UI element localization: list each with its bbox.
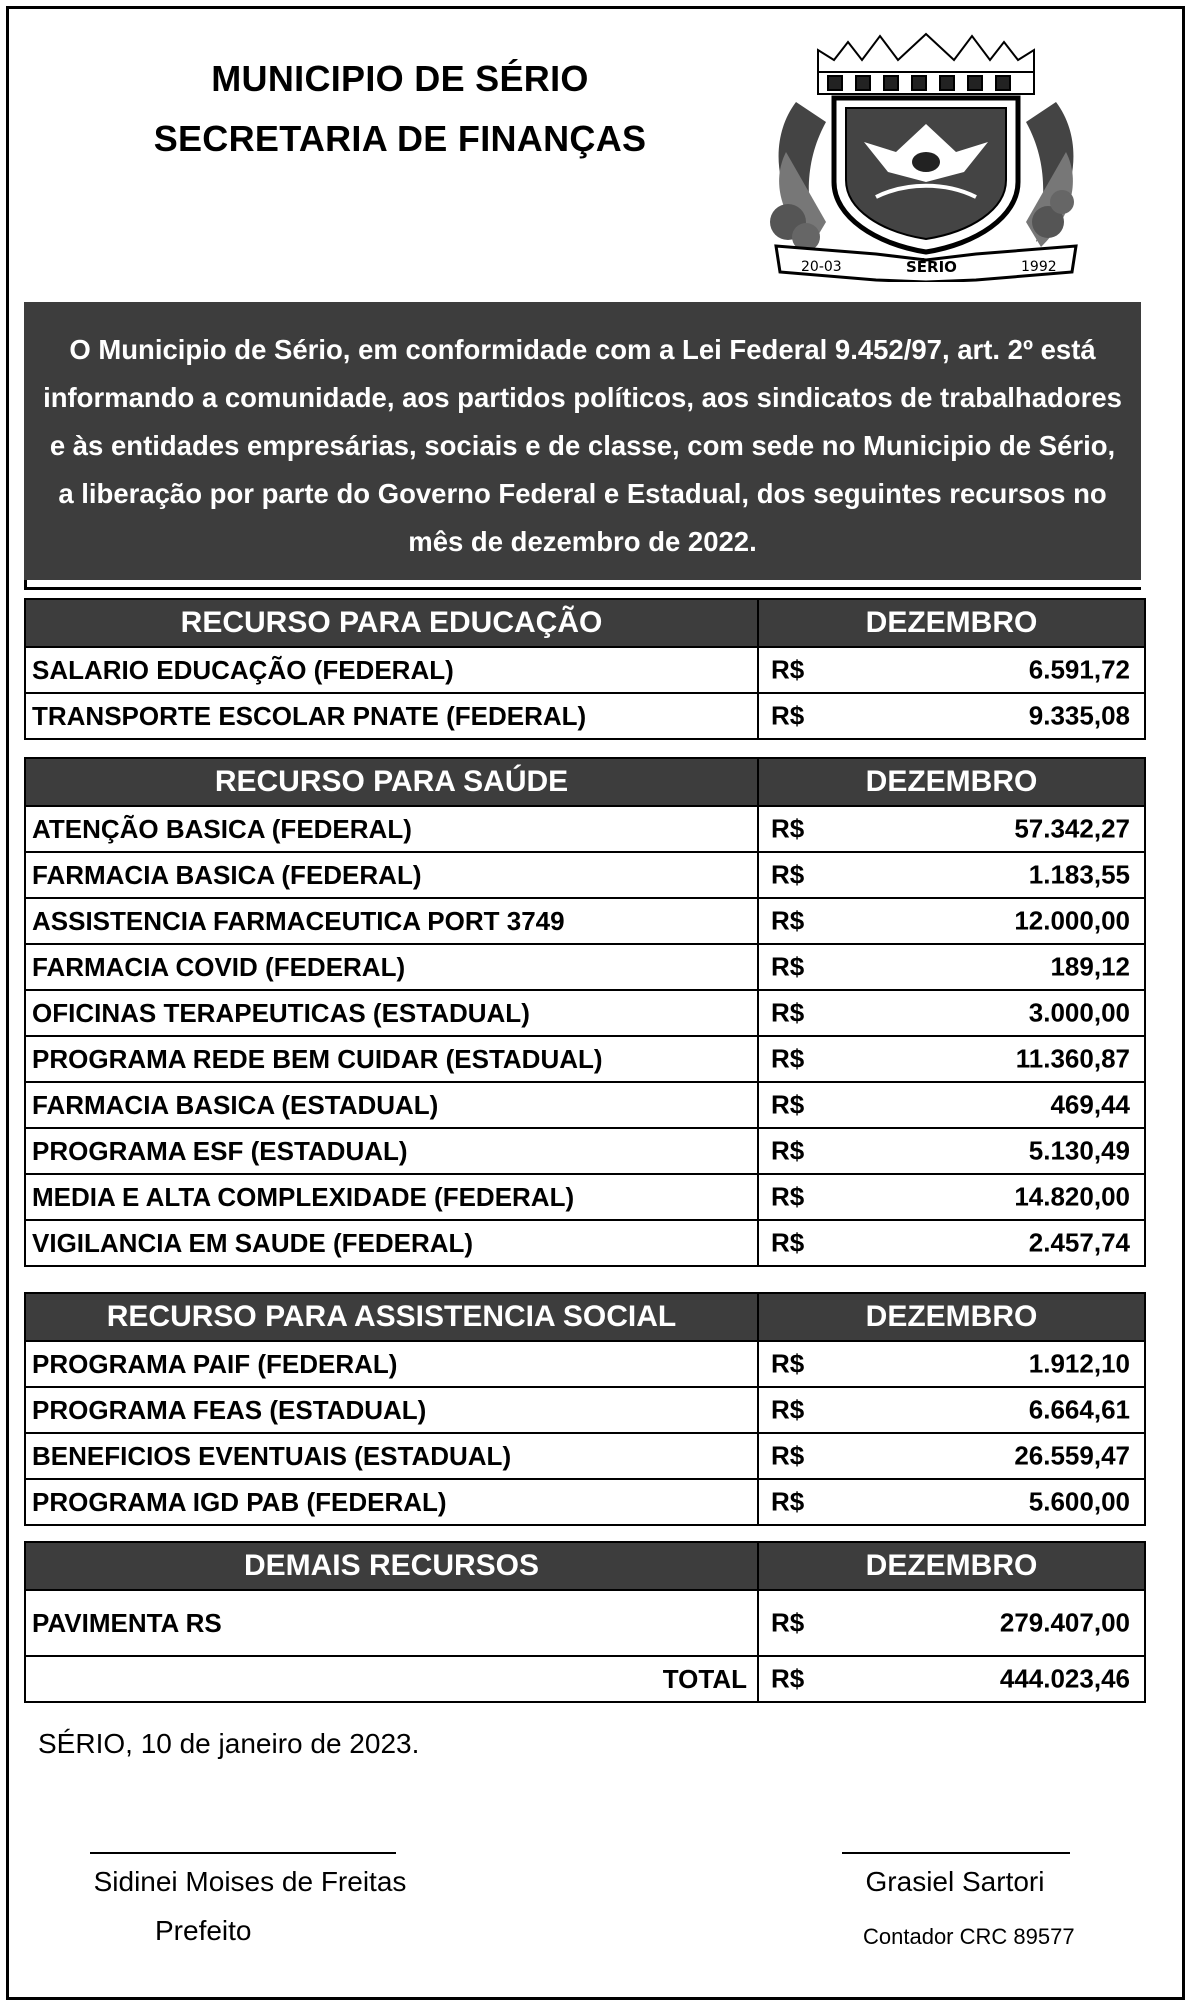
resource-amount: 57.342,27: [1014, 813, 1130, 844]
resource-value-cell: [758, 1082, 1145, 1128]
currency-symbol: R$: [771, 905, 805, 936]
municipality-title: MUNICIPIO DE SÉRIO: [211, 58, 589, 99]
resource-amount: 279.407,00: [999, 1607, 1130, 1638]
accountant-name: Grasiel Sartori: [865, 1866, 1045, 1897]
resource-amount: 26.559,47: [1014, 1440, 1130, 1471]
resource-value-cell: [758, 1128, 1145, 1174]
resource-value-cell: [758, 1590, 1145, 1656]
table-row: [25, 1341, 1145, 1387]
section-title: DEMAIS RECURSOS: [25, 1542, 758, 1590]
currency-symbol: R$: [771, 1607, 805, 1638]
resource-name: TRANSPORTE ESCOLAR PNATE (FEDERAL): [25, 693, 758, 739]
resource-value-cell: [758, 944, 1145, 990]
resource-name: FARMACIA BASICA (FEDERAL): [25, 852, 758, 898]
total-label: TOTAL: [25, 1656, 758, 1702]
resource-name: PROGRAMA FEAS (ESTADUAL): [25, 1387, 758, 1433]
table-header-row: [25, 1542, 1145, 1590]
resource-amount: 6.664,61: [1028, 1394, 1130, 1425]
resource-amount: 1.912,10: [1028, 1348, 1130, 1379]
resource-amount: 3.000,00: [1028, 997, 1130, 1028]
resource-value-cell: [758, 1341, 1145, 1387]
month-header: DEZEMBRO: [758, 1293, 1145, 1341]
mayor-name: Sidinei Moises de Freitas: [93, 1866, 407, 1897]
crest-right-text: 1992: [1021, 259, 1057, 275]
resource-amount: 2.457,74: [1028, 1227, 1130, 1258]
resource-amount: 5.130,49: [1028, 1135, 1130, 1166]
currency-symbol: R$: [771, 1394, 805, 1425]
total-value-cell: [758, 1656, 1145, 1702]
currency-symbol: R$: [771, 1043, 805, 1074]
resource-value-cell: [758, 898, 1145, 944]
table-header-row: [25, 758, 1145, 806]
social-assistance-resources-table: [24, 1292, 1146, 1526]
resource-value-cell: [758, 1036, 1145, 1082]
signature-line-left: [90, 1852, 396, 1854]
table-row: [25, 1174, 1145, 1220]
currency-symbol: R$: [771, 1663, 805, 1694]
resource-amount: 14.820,00: [1014, 1181, 1130, 1212]
currency-symbol: R$: [771, 1135, 805, 1166]
table-row: [25, 1220, 1145, 1266]
intro-divider: [24, 580, 1141, 590]
intro-notice: O Municipio de Sério, em conformidade com a Lei Federal 9.452/97, art. 2º está informando a comunidade, aos partidos políticos, aos sindicatos de trabalhadores e às entidades empresárias, sociais e de classe, com sede no Municipio de Sério, a liberação por parte do Governo Federal e Estadual, dos seguintes recursos no mês de dezembro de 2022.: [24, 302, 1141, 580]
resource-value-cell: [758, 1387, 1145, 1433]
table-row: [25, 944, 1145, 990]
health-resources-table: [24, 757, 1146, 1267]
table-row: [25, 647, 1145, 693]
crest-center-text: SÉRIO: [906, 258, 957, 276]
resource-value-cell: [758, 1220, 1145, 1266]
resource-name: SALARIO EDUCAÇÃO (FEDERAL): [25, 647, 758, 693]
municipal-coat-of-arms: [756, 32, 1096, 282]
resource-name: PROGRAMA ESF (ESTADUAL): [25, 1128, 758, 1174]
accountant-role: Contador CRC 89577: [863, 1924, 1075, 1949]
currency-symbol: R$: [771, 1181, 805, 1212]
crown-icon: [818, 34, 1034, 94]
table-row: [25, 1082, 1145, 1128]
crest-left-text: 20-03: [801, 259, 842, 275]
resource-amount: 9.335,08: [1028, 700, 1130, 731]
resource-name: BENEFICIOS EVENTUAIS (ESTADUAL): [25, 1433, 758, 1479]
resource-name: OFICINAS TERAPEUTICAS (ESTADUAL): [25, 990, 758, 1036]
currency-symbol: R$: [771, 859, 805, 890]
table-header-row: [25, 599, 1145, 647]
resource-name: PAVIMENTA RS: [25, 1590, 758, 1656]
total-amount: 444.023,46: [999, 1663, 1130, 1694]
resource-name: FARMACIA BASICA (ESTADUAL): [25, 1082, 758, 1128]
resource-value-cell: [758, 990, 1145, 1036]
other-resources-table: [24, 1541, 1146, 1703]
table-header-row: [25, 1293, 1145, 1341]
currency-symbol: R$: [771, 1348, 805, 1379]
department-title: SECRETARIA DE FINANÇAS: [153, 118, 647, 159]
resource-value-cell: [758, 852, 1145, 898]
resource-value-cell: [758, 1479, 1145, 1525]
table-row: [25, 990, 1145, 1036]
table-row: [25, 806, 1145, 852]
table-row: [25, 693, 1145, 739]
resource-value-cell: [758, 647, 1145, 693]
table-row: [25, 1128, 1145, 1174]
table-row: [25, 898, 1145, 944]
section-title: RECURSO PARA ASSISTENCIA SOCIAL: [25, 1293, 758, 1341]
table-row: [25, 1590, 1145, 1656]
shield-icon: [834, 98, 1018, 252]
currency-symbol: R$: [771, 1486, 805, 1517]
resource-name: VIGILANCIA EM SAUDE (FEDERAL): [25, 1220, 758, 1266]
resource-value-cell: [758, 1433, 1145, 1479]
resource-amount: 12.000,00: [1014, 905, 1130, 936]
education-resources-table: [24, 598, 1146, 740]
resource-name: FARMACIA COVID (FEDERAL): [25, 944, 758, 990]
resource-value-cell: [758, 693, 1145, 739]
resource-value-cell: [758, 1174, 1145, 1220]
resource-name: PROGRAMA REDE BEM CUIDAR (ESTADUAL): [25, 1036, 758, 1082]
table-row: [25, 1479, 1145, 1525]
currency-symbol: R$: [771, 951, 805, 982]
currency-symbol: R$: [771, 654, 805, 685]
currency-symbol: R$: [771, 1227, 805, 1258]
mayor-role: Prefeito: [155, 1915, 252, 1946]
currency-symbol: R$: [771, 700, 805, 731]
table-row: [25, 852, 1145, 898]
resource-amount: 1.183,55: [1028, 859, 1130, 890]
total-row: [25, 1656, 1145, 1702]
table-row: [25, 1433, 1145, 1479]
table-row: [25, 1036, 1145, 1082]
section-title: RECURSO PARA SAÚDE: [25, 758, 758, 806]
section-title: RECURSO PARA EDUCAÇÃO: [25, 599, 758, 647]
resource-name: PROGRAMA PAIF (FEDERAL): [25, 1341, 758, 1387]
resource-name: MEDIA E ALTA COMPLEXIDADE (FEDERAL): [25, 1174, 758, 1220]
currency-symbol: R$: [771, 1089, 805, 1120]
table-row: [25, 1387, 1145, 1433]
resource-name: PROGRAMA IGD PAB (FEDERAL): [25, 1479, 758, 1525]
resource-amount: 5.600,00: [1028, 1486, 1130, 1517]
month-header: DEZEMBRO: [758, 1542, 1145, 1590]
resource-name: ATENÇÃO BASICA (FEDERAL): [25, 806, 758, 852]
currency-symbol: R$: [771, 813, 805, 844]
resource-amount: 189,12: [1050, 951, 1130, 982]
currency-symbol: R$: [771, 997, 805, 1028]
date-line: SÉRIO, 10 de janeiro de 2023.: [38, 1728, 420, 1759]
resource-amount: 469,44: [1050, 1089, 1130, 1120]
resource-amount: 6.591,72: [1028, 654, 1130, 685]
resource-name: ASSISTENCIA FARMACEUTICA PORT 3749: [25, 898, 758, 944]
signature-line-right: [842, 1852, 1070, 1854]
currency-symbol: R$: [771, 1440, 805, 1471]
resource-amount: 11.360,87: [1015, 1043, 1130, 1074]
month-header: DEZEMBRO: [758, 599, 1145, 647]
month-header: DEZEMBRO: [758, 758, 1145, 806]
resource-value-cell: [758, 806, 1145, 852]
